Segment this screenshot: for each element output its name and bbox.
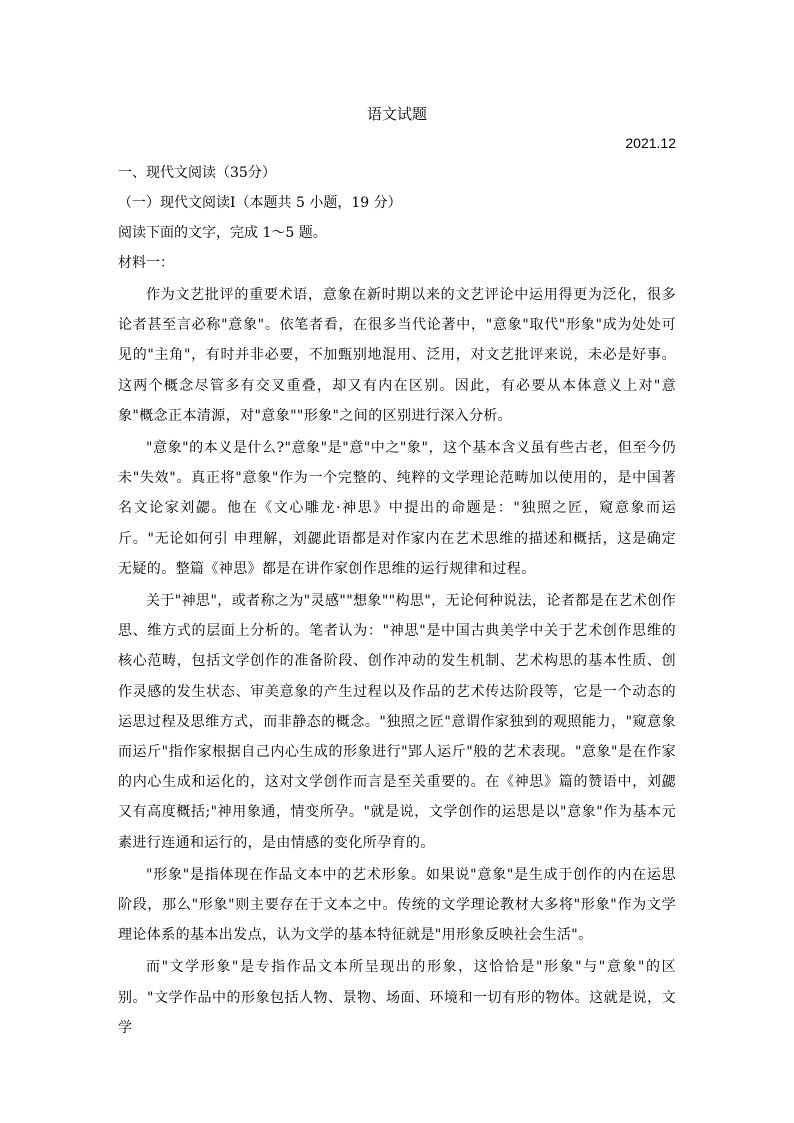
- document-title: 语文试题: [366, 105, 427, 123]
- paragraph-5: 而"文学形象"是专指作品文本所呈现出的形象，这恰恰是"形象"与"意象"的区别。"文学作品中的形象包括人物、景物、场面、环境和一切有形的物体。这就是说，文学: [118, 959, 676, 1036]
- paragraph-3: 关于"神思"，或者称之为"灵感""想象""构思"，无论何种说法，论者都是在艺术创作思、维方式的层面上分析的。笔者认为："神思"是中国古典美学中关于艺术创作思维的核心范畴，包括文学创作的准备阶段、创作冲动的发生机制、艺术构思的基本性质、创作灵感的发生状态、审美意象的产生过程以及作品的艺术传达阶段等，它是一个动态的运思过程及思维方式，而非静态的概念。"独照之匠"意谓作家独到的观照能力，"窥意象而运斤"指作家根据自己内心生成的形象进行"郢人运斤"般的艺术表现。"意象"是在作家的内心生成和运化的，这对文学创作而言是至关重要的。在《神思》篇的赞语中，刘勰又有高度概括;"神用象通，情变所孕。"就是说，文学创作的运思是以"意象"作为基本元素进行连通和运行的，是由情感的变化所孕育的。: [118, 593, 676, 851]
- section-heading: 一、现代文阅读（35分）: [118, 165, 276, 181]
- paragraph-4: "形象"是指体现在作品文本中的艺术形象。如果说"意象"是生成于创作的内在运思阶段，那么"形象"则主要存在于文本之中。传统的文学理论教材大多将"形象"作为文学理论体系的基本出发点，认为文学的基本特征就是"用形象反映社会生活"。: [118, 866, 676, 944]
- paragraph-2: "意象"的本义是什么?"意象"是"意"中之"象"，这个基本含义虽有些古老，但至今仍未"失效"。真正将"意象"作为一个完整的、纯粹的文学理论范畴加以使用的，是中国著名文论家刘勰。他在《文心雕龙·神思》中提出的命题是："独照之匠，窥意象而运斤。"无论如何引 申理解，刘勰此语都是对作家内在艺术思维的描述和概括，这是确定无疑的。整篇《神思》都是在讲作家创作思维的运行规律和过程。: [118, 440, 676, 577]
- instruction-text: 阅读下面的文字，完成 1～5 题。: [118, 225, 327, 241]
- document-date: 2021.12: [625, 135, 676, 151]
- subsection-heading: （一）现代文阅读Ⅰ（本题共 5 小题，19 分）: [118, 195, 402, 211]
- paragraph-1: 作为文艺批评的重要术语，意象在新时期以来的文艺评论中运用得更为泛化，很多论者甚至言必称"意象"。依笔者看，在很多当代论著中，"意象"取代"形象"成为处处可见的"主角"，有时并非必要，不加甄别地混用、泛用，对文艺批评来说，未必是好事。这两个概念尽管多有交叉重叠，却又有内在区别。因此，有必要从本体意义上对"意象"概念正本清源，对"意象""形象"之间的区别进行深入分析。: [118, 287, 676, 424]
- material-label: 材料一：: [118, 255, 174, 271]
